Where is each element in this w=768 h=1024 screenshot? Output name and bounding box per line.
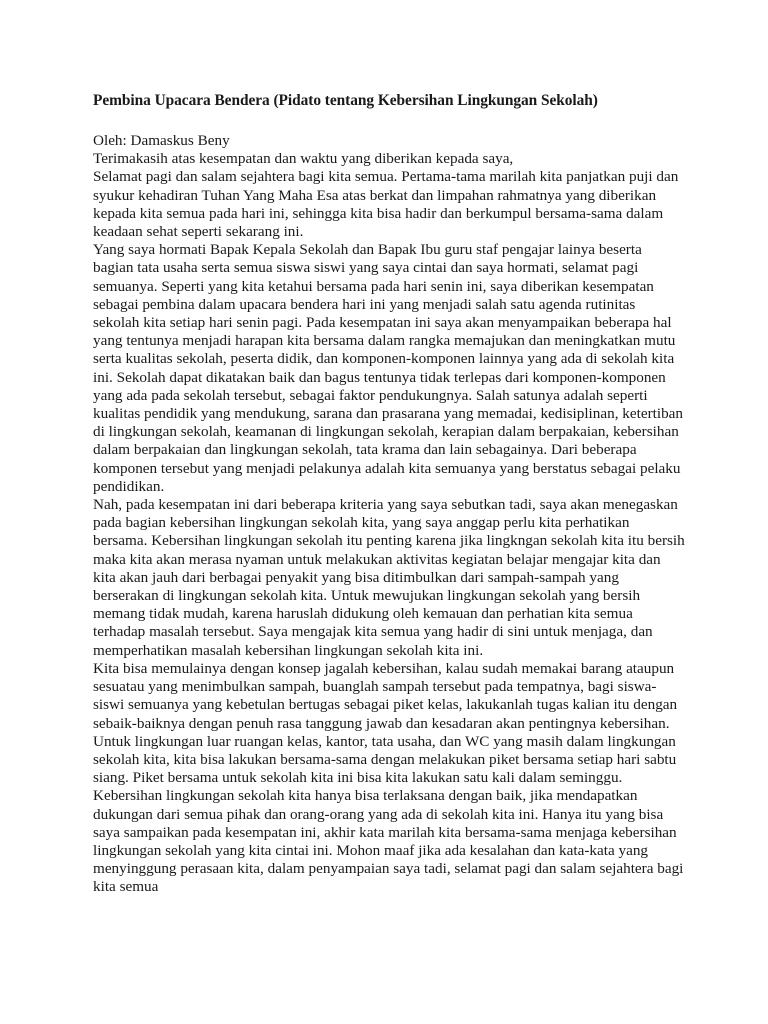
text-line: dukungan dari semua pihak dan orang-orang yang ada di sekolah kita ini. Hanya itu yang bisa [93, 805, 664, 823]
text-line: kepada kita semua pada hari ini, sehingga kita bisa hadir dan berkumpul bersama-sama dalam [93, 204, 664, 222]
text-line: memperhatikan masalah kebersihan lingkungan sekolah kita ini. [93, 641, 484, 659]
text-line: siang. Piket bersama untuk sekolah kita ini bisa kita lakukan satu kali dalam seminggu. [93, 769, 623, 787]
text-line: bersama. Kebersihan lingkungan sekolah itu penting karena jika lingkngan sekolah kita itu bersih [93, 532, 685, 550]
text-line: bagian tata usaha serta semua siswa siswi yang saya cintai dan saya hormati, selamat pagi [93, 259, 639, 277]
text-line: keadaan sehat seperti sekarang ini. [93, 223, 304, 241]
text-line: Untuk lingkungan luar ruangan kelas, kantor, tata usaha, dan WC yang masih dalam lingkungan [93, 732, 676, 750]
text-line: kita semua [93, 878, 159, 896]
text-line: sekolah kita setiap hari senin pagi. Pada kesempatan ini saya akan menyampaikan beberapa hal [93, 314, 672, 332]
text-line: sebaik-baiknya dengan penuh rasa tanggung jawab dan kesadaran akan pentingnya kebersihan. [93, 714, 670, 732]
document-body [93, 132, 683, 897]
text-line: yang tentunya menjadi harapan kita bersama dalam rangka memajukan dan meningkatkan mutu [93, 332, 676, 350]
text-line: Kita bisa memulainya dengan konsep jagalah kebersihan, kalau sudah memakai barang ataupun [93, 659, 675, 677]
text-line: syukur kehadiran Tuhan Yang Maha Esa atas berkat dan limpahan rahmatnya yang diberikan [93, 186, 657, 204]
text-line: sesuatau yang menimbulkan sampah, buanglah sampah tersebut pada tempatnya, bagi siswa- [93, 678, 657, 696]
text-line: komponen tersebut yang menjadi pelakunya adalah kita semuanya yang berstatus sebagai pelaku [93, 459, 681, 477]
text-line: Selamat pagi dan salam sejahtera bagi kita semua. Pertama-tama marilah kita panjatkan puji dan [93, 168, 679, 186]
text-line: Terimakasih atas kesempatan dan waktu yang diberikan kepada saya, [93, 150, 514, 168]
text-line: pendidikan. [93, 477, 165, 495]
text-line: serta kualitas sekolah, peserta didik, dan komponen-komponen lainnya yang ada di sekolah kita [93, 350, 675, 368]
text-line: pada bagian kebersihan lingkungan sekolah kita, yang saya anggap perlu kita perhatikan [93, 514, 630, 532]
text-line: berserakan di lingkungan sekolah kita. Untuk mewujukan lingkungan sekolah yang bersih [93, 587, 641, 605]
text-line: menyinggung perasaan kita, dalam penyampaian saya tadi, selamat pagi dan salam sejahtera bagi [93, 860, 684, 878]
text-line: siswi semuanya yang kebetulan bertugas sebagai piket kelas, lakukanlah tugas kalian itu dengan [93, 696, 678, 714]
text-line: sekolah kita, kita bisa lakukan bersama-sama dengan melakukan piket bersama setiap hari sabtu [93, 750, 677, 768]
text-line: semuanya. Seperti yang kita ketahui bersama pada hari senin ini, saya diberikan kesempatan [93, 277, 654, 295]
text-line: Kebersihan lingkungan sekolah kita hanya bisa terlaksana dengan baik, jika mendapatkan [93, 787, 638, 805]
document-title: Pembina Upacara Bendera (Pidato tentang Kebersihan Lingkungan Sekolah) [93, 92, 598, 109]
document-content [93, 92, 683, 897]
text-line: dalam berpakaian dan lingkungan sekolah, tata krama dan lain sebagainya. Dari beberapa [93, 441, 637, 459]
text-line: Nah, pada kesempatan ini dari beberapa kriteria yang saya sebutkan tadi, saya akan menegaskan [93, 496, 678, 514]
title-spacer [93, 110, 683, 132]
text-line: terhadap masalah tersebut. Saya mengajak kita semua yang hadir di sini untuk menjaga, dan [93, 623, 653, 641]
text-line: maka kita akan merasa nyaman untuk melakukan aktivitas kegiatan belajar mengajar kita dan [93, 550, 661, 568]
text-line: sebagai pembina dalam upacara bendera hari ini yang menjadi salah satu agenda rutinitas [93, 295, 636, 313]
text-line: Oleh: Damaskus Beny [93, 132, 230, 149]
text-line: saya sampaikan pada kesempatan ini, akhir kata marilah kita bersama-sama menjaga kebersihan [93, 823, 677, 841]
text-line: di lingkungan sekolah, keamanan di lingkungan sekolah, kerapian dalam berpakaian, kebersihan [93, 423, 679, 441]
text-line: memang tidak mudah, karena haruslah didukung oleh kemauan dan perhatian kita semua [93, 605, 633, 623]
text-line: lingkungan sekolah yang kita cintai ini. Mohon maaf jika ada kesalahan dan kata-kata yang [93, 841, 649, 859]
text-line: kualitas pendidik yang mendukung, sarana dan prasarana yang memadai, kedisiplinan, ketertiban [93, 405, 684, 423]
text-line: kita akan jauh dari berbagai penyakit yang bisa ditimbulkan dari sampah-sampah yang [93, 568, 619, 586]
text-line: ini. Sekolah dapat dikatakan baik dan bagus tentunya tidak terlepas dari komponen-komponen [93, 368, 666, 386]
text-line: yang ada pada sekolah tersebut, sebagai faktor pendukungnya. Salah satunya adalah seperti [93, 386, 648, 404]
text-line: Yang saya hormati Bapak Kepala Sekolah dan Bapak Ibu guru staf pengajar lainya beserta [93, 241, 642, 259]
